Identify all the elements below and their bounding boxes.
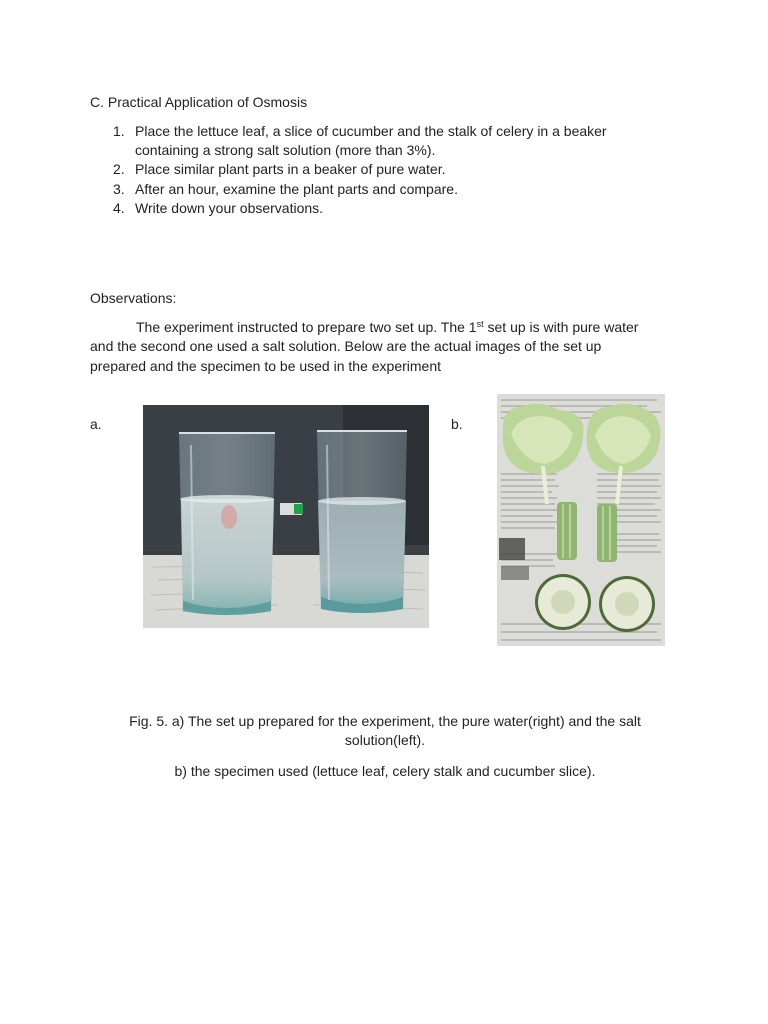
observations-paragraph-line: and the second one used a salt solution. Below are the actual images of the set up [90, 338, 602, 354]
step-number: 4. [113, 200, 125, 216]
figure-caption-line: b) the specimen used (lettuce leaf, celery stalk and cucumber slice). [174, 763, 596, 779]
photo-glasses-setup [143, 405, 429, 628]
figure-label-a: a. [90, 416, 102, 432]
observations-paragraph-line: The experiment instructed to prepare two set up. The 1st set up is with pure water [136, 319, 639, 335]
step-text: After an hour, examine the plant parts and compare. [135, 181, 458, 197]
photo-specimens [497, 394, 665, 646]
step-text: Write down your observations. [135, 200, 324, 216]
figure-caption-line: solution(left). [344, 732, 426, 748]
step-text: containing a strong salt solution (more than 3%). [135, 142, 436, 158]
step-text: Place similar plant parts in a beaker of pure water. [135, 161, 446, 177]
figure-label-b: b. [451, 416, 463, 432]
step-number: 2. [113, 161, 125, 177]
section-heading: C. Practical Application of Osmosis [90, 94, 308, 110]
step-number: 1. [113, 123, 125, 139]
observations-paragraph-line: prepared and the specimen to be used in the experiment [90, 358, 442, 374]
step-text: Place the lettuce leaf, a slice of cucumber and the stalk of celery in a beaker [135, 123, 607, 139]
observations-heading: Observations: [90, 290, 177, 306]
figure-caption-line: Fig. 5. a) The set up prepared for the experiment, the pure water(right) and the salt [129, 713, 641, 729]
step-number: 3. [113, 181, 125, 197]
